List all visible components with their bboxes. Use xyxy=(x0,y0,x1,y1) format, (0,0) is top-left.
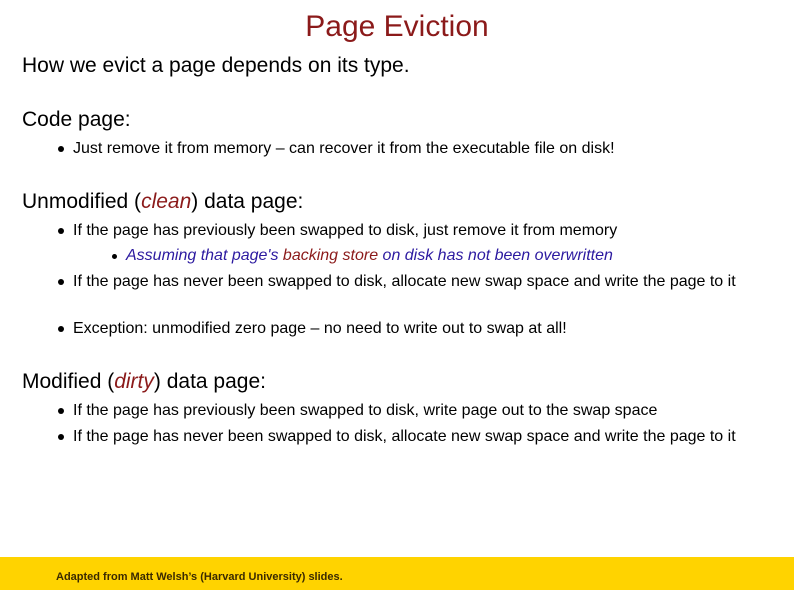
sub-list-item xyxy=(126,246,766,266)
bullet-dot-icon xyxy=(58,146,64,152)
heading-emphasis: dirty xyxy=(114,370,154,393)
code-page-heading: Code page: xyxy=(22,108,131,131)
bullet-dot-icon xyxy=(58,326,64,332)
list-item xyxy=(73,401,763,421)
list-item xyxy=(73,221,763,241)
bullet-dot-icon xyxy=(58,228,64,234)
bullet-text: Exception: unmodified zero page – no need to write out to swap at all! xyxy=(73,320,567,337)
list-item xyxy=(73,139,763,159)
heading-emphasis: clean xyxy=(141,190,192,213)
intro-text: How we evict a page depends on its type. xyxy=(22,54,410,77)
clean-page-heading xyxy=(22,188,303,216)
list-item xyxy=(73,427,763,447)
bullet-dot-icon xyxy=(58,408,64,414)
heading-prefix: Modified ( xyxy=(22,370,115,393)
bullet-text: If the page has previously been swapped to disk, just remove it from memory xyxy=(73,222,618,239)
bullet-dot-icon xyxy=(112,254,117,259)
bullet-dot-icon xyxy=(58,434,64,440)
sub-bullet-suffix: on disk has not been overwritten xyxy=(378,247,613,264)
footer-bar xyxy=(0,557,794,590)
bullet-text: If the page has previously been swapped to disk, write page out to the swap space xyxy=(73,402,658,419)
footer-credit: Adapted from Matt Welsh’s (Harvard University) slides. xyxy=(56,571,343,583)
heading-prefix: Unmodified ( xyxy=(22,190,142,213)
list-item xyxy=(73,319,763,339)
bullet-text: If the page has never been swapped to disk, allocate new swap space and write the page to it xyxy=(73,273,736,290)
heading-suffix: ) data page: xyxy=(153,370,266,393)
list-item xyxy=(73,272,763,292)
heading-suffix: ) data page: xyxy=(191,190,304,213)
slide-title: Page Eviction xyxy=(305,10,489,43)
bullet-dot-icon xyxy=(58,279,64,285)
sub-bullet-emphasis: backing store xyxy=(282,247,379,264)
sub-bullet-prefix: Assuming that page's xyxy=(126,247,283,264)
bullet-text: Just remove it from memory – can recover it from the executable file on disk! xyxy=(73,140,615,157)
dirty-page-heading xyxy=(22,368,266,396)
bullet-text: If the page has never been swapped to disk, allocate new swap space and write the page to it xyxy=(73,428,736,445)
